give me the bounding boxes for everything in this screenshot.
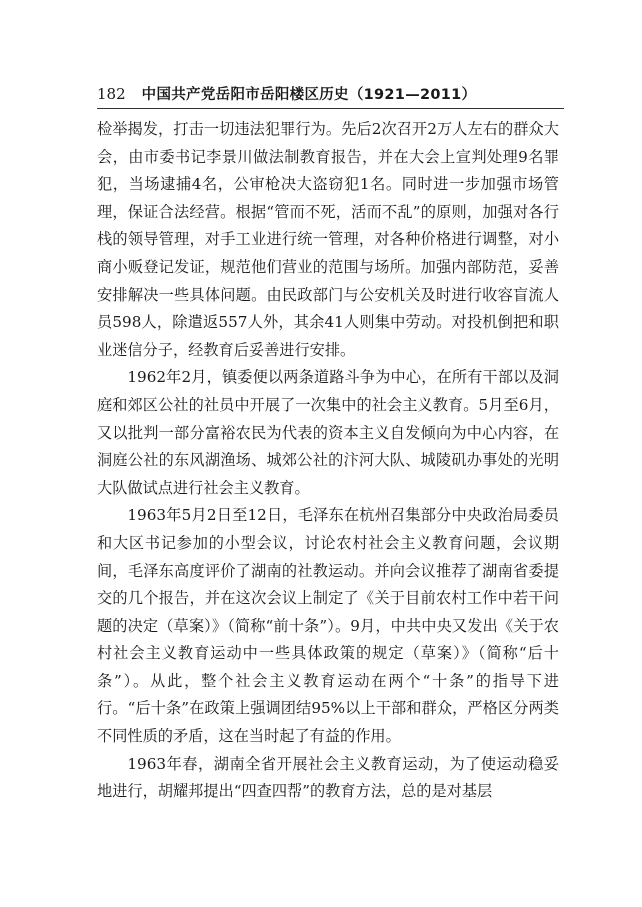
page-number: 182 bbox=[97, 85, 126, 103]
paragraph-4: 1963年春，湖南全省开展社会主义教育运动，为了使运动稳妥地进行，胡耀邦提出“四查四帮”的教育方法，总的是对基层 bbox=[97, 754, 559, 801]
header-rule bbox=[97, 108, 564, 109]
running-title: 中国共产党岳阳市岳阳楼区历史（1921—2011） bbox=[141, 87, 477, 103]
body-text bbox=[97, 116, 559, 806]
paragraph-1: 检举揭发，打击一切违法犯罪行为。先后2次召开2万人左右的群众大会，由市委书记李景川做法制教育报告，并在大会上宣判处理9名罪犯，当场逮捕4名，公审枪决大盗窃犯1名。同时进一步加强市场管理，保证合法经营。根据“管而不死，活而不乱”的原则，加强对各行栈的领导管理，对手工业进行统一管理，对各种价格进行调整，对小商小贩登记发证，规范他们营业的范围与场所。加强内部防范，妥善安排解决一些具体问题。由民政部门与公安机关及时进行收容盲流人员598人，除遣返557人外，其余41人则集中劳动。对投机倒把和职业迷信分子，经教育后妥善进行安排。 bbox=[97, 120, 559, 359]
paragraph-3: 1963年5月2日至12日，毛泽东在杭州召集部分中央政治局委员和大区书记参加的小型会议，讨论农村社会主义教育问题，会议期间，毛泽东高度评价了湖南的社教运动。并向会议推荐了湖南省委提交的几个报告，并在这次会议上制定了《关于目前农村工作中若干问题的决定（草案）》（简称“前十条”）。9月，中共中央又发出《关于农村社会主义教育运动中一些具体政策的规定（草案）》（简称“后十条”）。从此，整个社会主义教育运动在两个“十条”的指导下进行。“后十条”在政策上强调团结95%以上干部和群众，严格区分两类不同性质的矛盾，这在当时起了有益的作用。 bbox=[97, 506, 559, 746]
paragraph-2: 1962年2月，镇委便以两条道路斗争为中心，在所有干部以及洞庭和郊区公社的社员中开展了一次集中的社会主义教育。5月至6月，又以批判一部分富裕农民为代表的资本主义自发倾向为中心内容，在洞庭公社的东风湖渔场、城郊公社的汴河大队、城陵矶办事处的光明大队做试点进行社会主义教育。 bbox=[97, 368, 559, 497]
running-header bbox=[97, 83, 567, 105]
